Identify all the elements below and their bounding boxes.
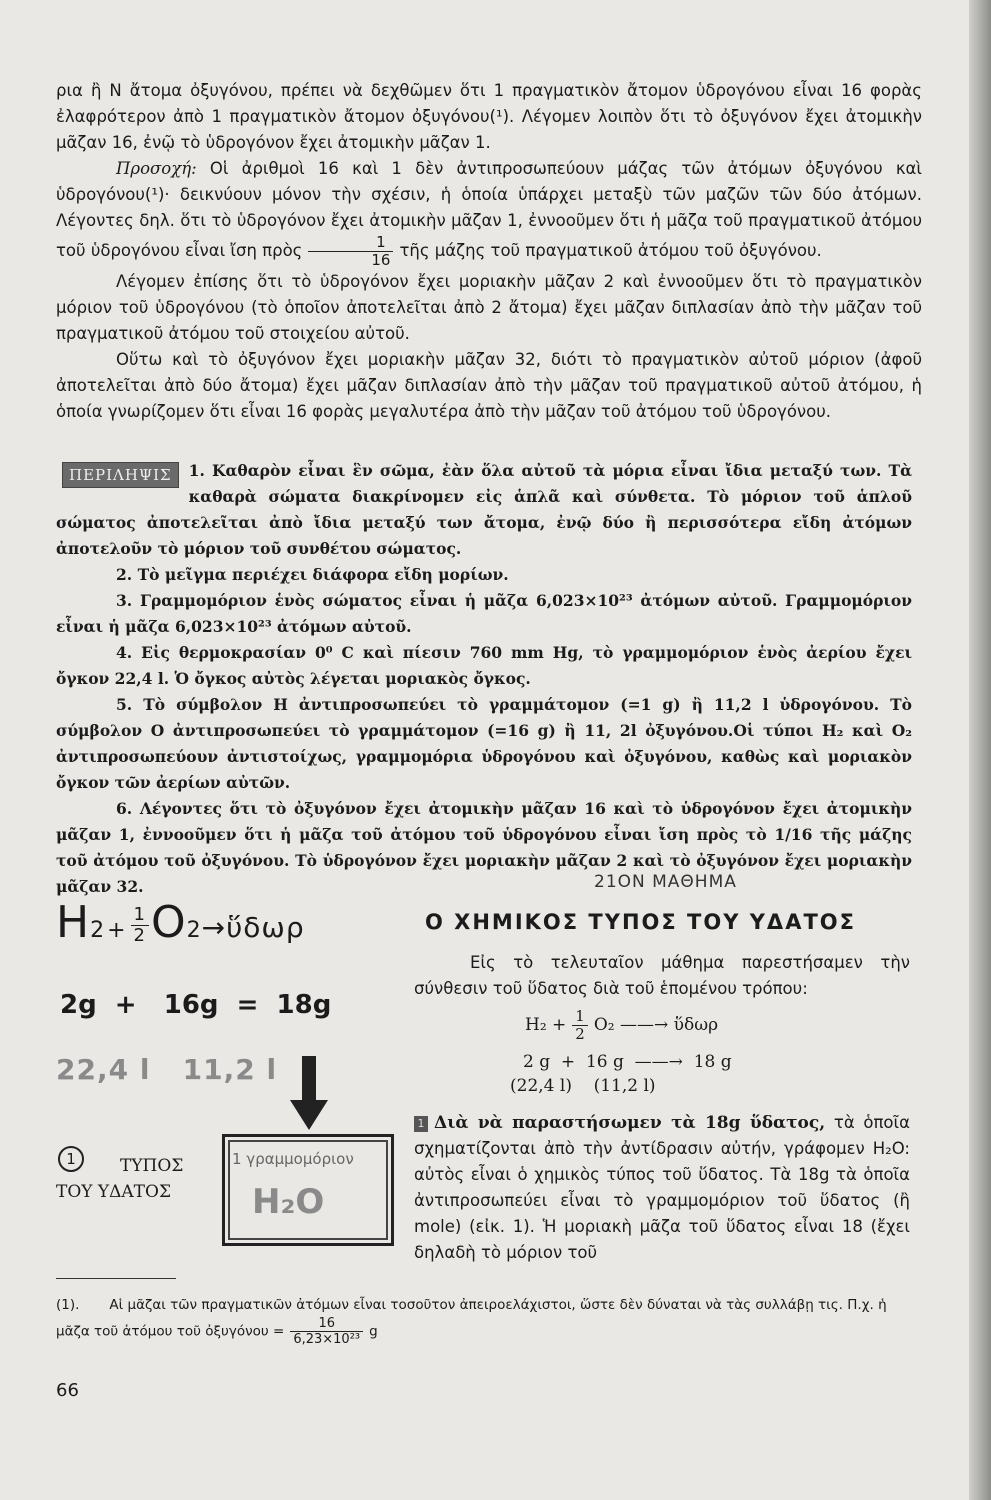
reaction-equation-3: (22,4 l) (11,2 l) (510, 1076, 656, 1096)
down-arrow-head-icon (290, 1100, 328, 1130)
mole-label: 1 γραμμομόριον (232, 1150, 354, 1168)
step-1-title: Διὰ νὰ παραστήσωμεν τὰ 18g ὕδατος, (434, 1113, 826, 1133)
attention-label: Προσοχή: (116, 159, 197, 178)
summary-item-5: 5. Τὸ σύμβολον H ἀντιπροσωπεύει τὸ γραμμάτομον (=1 g) ἢ 11,2 l ὑδρογόνου. Τὸ σύμβολον O ἀντιπροσωπεύει τὸ γραμμάτομον (=16 g) ἢ 11, 2l ὀξυγόνου.Οἱ τύποι H₂ καὶ O₂ ἀντιπροσωπεύουν ἀντιστοίχως, γραμμομόρια ὑδρογόνου καὶ ὀξυγόνου, καθὼς καὶ μοριακὸν ὄγκον τῶν ἀερίων αὐτῶν. (56, 695, 912, 792)
summary-item-6: 6. Λέγοντες ὅτι τὸ ὀξυγόνον ἔχει ἀτομικὴν μᾶζαν 16 καὶ τὸ ὑδρογόνον ἔχει ἀτομικὴν μᾶζαν 1, ἐννοοῦμεν ὅτι ἡ μᾶζα τοῦ ἀτόμου τοῦ ὑδρογόνου εἶναι ἴση πρὸς τὸ 1/16 τῆς μάζης τοῦ ἀτόμου τοῦ ὀξυγόνου. Τὸ ὑδρογόνον ἔχει μοριακὴν μᾶζαν 2 καὶ τὸ ὀξυγόνον ἔχει μοριακὴν μᾶζαν 32. (56, 799, 912, 896)
step-1-body: τὰ ὁποῖα σχηματίζονται ἀπὸ τὴν ἀντίδρασιν αὐτήν, γράφομεν H₂O: αὐτὸς εἶναι ὁ χημικὸς τύπος τοῦ ὕδατος. Τὰ 18g τὰ ὁποῖα ἀντιπροσωπεύει εἶναι τὸ γραμμομόριον τοῦ ὕδατος (ἢ mole) (εἰκ. 1). Ἡ μοριακὴ μᾶζα τοῦ ὕδατος εἶναι 18 (ἔχει δηλαδὴ τὸ μόριον τοῦ (414, 1113, 910, 1262)
down-arrow-icon (302, 1056, 316, 1106)
summary-section (56, 458, 912, 900)
mole-formula: H₂O (252, 1182, 325, 1222)
footnote-rule (56, 1278, 176, 1279)
paragraph-2-text: Οἱ ἀριθμοὶ 16 καὶ 1 δὲν ἀντιπροσωπεύουν μάζας τῶν ἀτόμων ὀξυγόνου καὶ ὑδρογόνου(¹)· δεικνύουν μόνον τὴν σχέσιν, ἡ ὁποία ὑπάρχει μεταξὺ τῶν μαζῶν τῶν δύο ἀτόμων. Λέγοντες δηλ. ὅτι τὸ ὑδρογόνον ἔχει ἀτομικὴν μᾶζαν 1, ἐννοοῦμεν ὅτι ἡ μᾶζα τοῦ πραγματικοῦ ἀτόμου τοῦ ὑδρογόνου εἶναι ἴση πρὸς (56, 159, 922, 260)
step-marker: 1 (414, 1116, 428, 1132)
lesson-title: Ο ΧΗΜΙΚΟΣ ΤΥΠΟΣ ΤΟΥ ΥΔΑΤΟΣ (425, 910, 856, 934)
summary-badge: ΠΕΡΙΛΗΨΙΣ (62, 462, 179, 488)
paragraph-4: Οὕτω καὶ τὸ ὀξυγόνον ἔχει μοριακὴν μᾶζαν 32, διότι τὸ πραγματικὸν αὐτοῦ μόριον (ἀφοῦ ἀποτελεῖται ἀπὸ δύο ἄτομα) ἔχει μᾶζαν διπλασίαν ἀπὸ τὴν μᾶζαν τοῦ πραγματικοῦ αὐτοῦ ἀτόμου, ἡ ὁποία γνωρίζομεν ὅτι εἶναι 16 φορὰς μεγαλυτέρα ἀπὸ τὴν μᾶζαν τοῦ ἀτόμου τοῦ ὑδρογόνου. (56, 350, 922, 421)
lesson-intro-block (414, 950, 910, 1002)
figure-volume-line: 22,4 l 11,2 l (56, 1053, 278, 1086)
figure-half-fraction: $\frac{1}{2}$ (131, 905, 149, 946)
summary-item-2: 2. Τὸ μεῖγμα περιέχει διάφορα εἴδη μορίων. (116, 565, 509, 584)
paragraph-2-end: τῆς μάζης τοῦ πραγματικοῦ ἀτόμου τοῦ ὀξυγόνου. (399, 241, 822, 260)
fraction-one-sixteenth: $\frac{1}{16}$ (308, 234, 393, 269)
reaction-equation-2: 2 g + 16 g ——→ 18 g (523, 1052, 732, 1072)
reaction-equation-1: H₂ + $\frac{1}{2}$ O₂ ——→ ὕδωρ (525, 1007, 719, 1043)
footnote (56, 1294, 906, 1347)
page-number: 66 (56, 1380, 79, 1401)
paragraph-2 (56, 156, 922, 269)
summary-item-4: 4. Εἰς θερμοκρασίαν 0⁰ C καὶ πίεσιν 760 mm Hg, τὸ γραμμομόριον ἑνὸς ἀερίου ἔχει ὄγκον 22,4 l. Ὁ ὄγκος αὐτὸς λέγεται μοριακὸς ὄγκος. (56, 643, 912, 688)
footnote-marker: (1). (56, 1297, 80, 1313)
figure-equation: H2+ $\frac{1}{2}$ O2→ὕδωρ (56, 897, 305, 948)
page-edge (969, 0, 991, 1500)
footnote-unit: g (369, 1323, 378, 1340)
paragraph-1: ρια ἢ Ν ἄτομα ὀξυγόνου, πρέπει νὰ δεχθῶμεν ὅτι 1 πραγματικὸν ἄτομον ὑδρογόνου εἶναι 16 φορὰς ἐλαφρότερον ἀπὸ 1 πραγματικὸν ἄτομον ὀξυγόνου(¹). Λέγομεν λοιπὸν ὅτι τὸ ὀξυγόνον ἔχει ἀτομικὴν μᾶζαν 16, ἐνῷ τὸ ὑδρογόνον ἔχει ἀτομικὴν μᾶζαν 1. (56, 81, 922, 152)
step-1-block (414, 1110, 910, 1266)
paragraph-3: Λέγομεν ἐπίσης ὅτι τὸ ὑδρογόνον ἔχει μοριακὴν μᾶζαν 2 καὶ ἐννοοῦμεν ὅτι τὸ πραγματικὸν μόριον τοῦ ὑδρογόνου (τὸ ὁποῖον ἀποτελεῖται ἀπὸ 2 ἄτομα) ἔχει μᾶζαν διπλασίαν ἀπὸ τὴν μᾶζαν τοῦ πραγματικοῦ ἀτόμου τοῦ στοιχείου αὐτοῦ. (56, 272, 922, 343)
step-1-paragraph (414, 1110, 910, 1266)
summary-item-3: 3. Γραμμομόριον ἑνὸς σώματος εἶναι ἡ μᾶζα 6,023×10²³ ἀτόμων αὐτοῦ. Γραμμομόριον εἶναι ἡ μᾶζα 6,023×10²³ ἀτόμων αὐτοῦ. (56, 591, 912, 636)
lesson-number: 21ΟΝ ΜΑΘΗΜΑ (594, 872, 737, 892)
figure-number-badge: 1 (58, 1146, 84, 1172)
figure-caption-line-1: ΤΥΠΟΣ (120, 1156, 184, 1176)
footnote-fraction: $\frac{16}{\text{6,23×10²³}}$ (290, 1316, 363, 1347)
lesson-intro: Εἰς τὸ τελευταῖον μάθημα παρεστήσαμεν τὴν σύνθεσιν τοῦ ὕδατος διὰ τοῦ ἑπομένου τρόπου: (414, 953, 910, 998)
figure-caption-line-2: ΤΟΥ ΥΔΑΤΟΣ (56, 1182, 171, 1202)
reaction-half-fraction: $\frac{1}{2}$ (572, 1008, 588, 1043)
figure-mass-line: 2g + 16g = 18g (60, 990, 332, 1020)
summary-item-1: 1. Καθαρὸν εἶναι ἓν σῶμα, ἐὰν ὅλα αὐτοῦ τὰ μόρια εἶναι ἴδια μεταξύ των. Τὰ καθαρὰ σώματα διακρίνομεν εἰς ἁπλᾶ καὶ σύνθετα. Τὸ μόριον τοῦ ἁπλοῦ σώματος ἀποτελεῖται ἀπὸ ἴδια μεταξύ των ἄτομα, ἐνῷ δύο ἢ περισσότερα εἴδη ἀτόμων ἀποτελοῦν τὸ μόριον τοῦ συνθέτου σώματος. (56, 461, 912, 558)
footnote-text: Αἱ μᾶζαι τῶν πραγματικῶν ἀτόμων εἶναι τοσοῦτον ἀπειροελάχιστοι, ὥστε δὲν δύναται νὰ τὰς συλλάβῃ τις. Π.χ. ἡ μᾶζα τοῦ ἀτόμου τοῦ ὀξυγόνου = (56, 1297, 887, 1340)
top-text (56, 78, 922, 425)
